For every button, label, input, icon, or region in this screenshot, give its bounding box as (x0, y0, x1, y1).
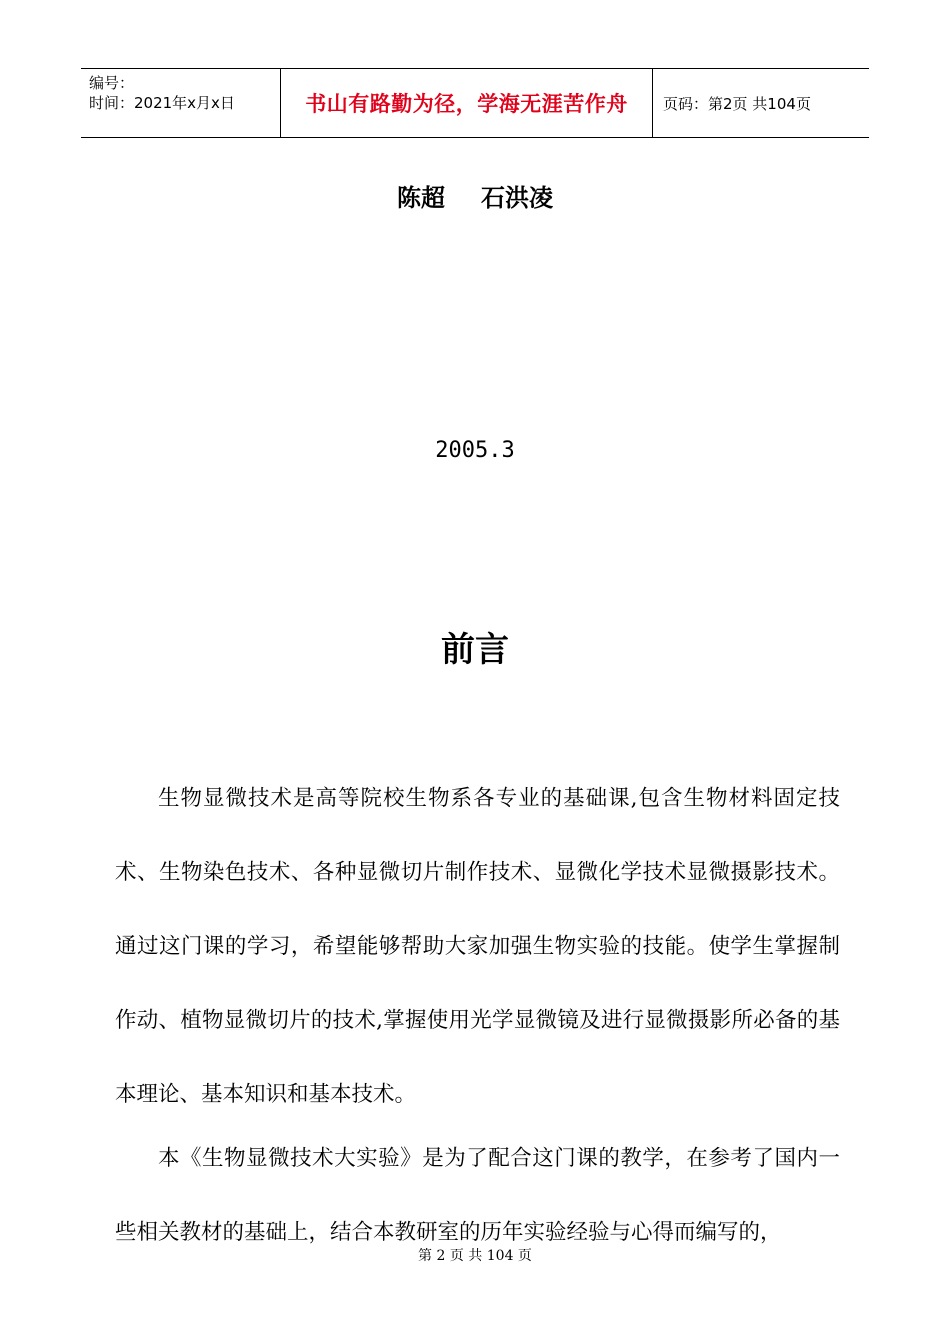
author-name: 石洪凌 (481, 183, 553, 212)
author-name: 陈超 (397, 183, 445, 212)
body-paragraph-block (115, 762, 840, 1132)
page-header (81, 68, 869, 138)
header-motto: 书山有路勤为径，学海无涯苦作舟 (305, 92, 628, 116)
header-motto-cell (281, 69, 653, 137)
header-page-cell (653, 69, 869, 137)
section-heading: 前言 (441, 630, 509, 670)
page-footer: 第 2 页 共 104 页 (418, 1248, 532, 1264)
body-paragraph: 本《生物显微技术大实验》是为了配合这门课的教学，在参考了国内一些相关教材的基础上，结合本教研室的历年实验经验与心得而编写的， (115, 1146, 840, 1245)
document-time-label: 时间：2021年x月x日 (89, 94, 235, 112)
body-paragraph: 生物显微技术是高等院校生物系各专业的基础课,包含生物材料固定技术、生物染色技术、各种显微切片制作技术、显微化学技术显微摄影技术。通过这门课的学习，希望能够帮助大家加强生物实验的技能。使学生掌握制作动、植物显微切片的技术,掌握使用光学显微镜及进行显微摄影所必备的基本理论、基本知识和基本技术。 (115, 786, 840, 1107)
authors-line (0, 178, 950, 213)
header-page-info: 页码：第2页 共104页 (663, 94, 811, 113)
header-meta-cell (81, 69, 281, 137)
publication-date: 2005.3 (435, 438, 515, 463)
document-number-label: 编号： (89, 74, 135, 92)
